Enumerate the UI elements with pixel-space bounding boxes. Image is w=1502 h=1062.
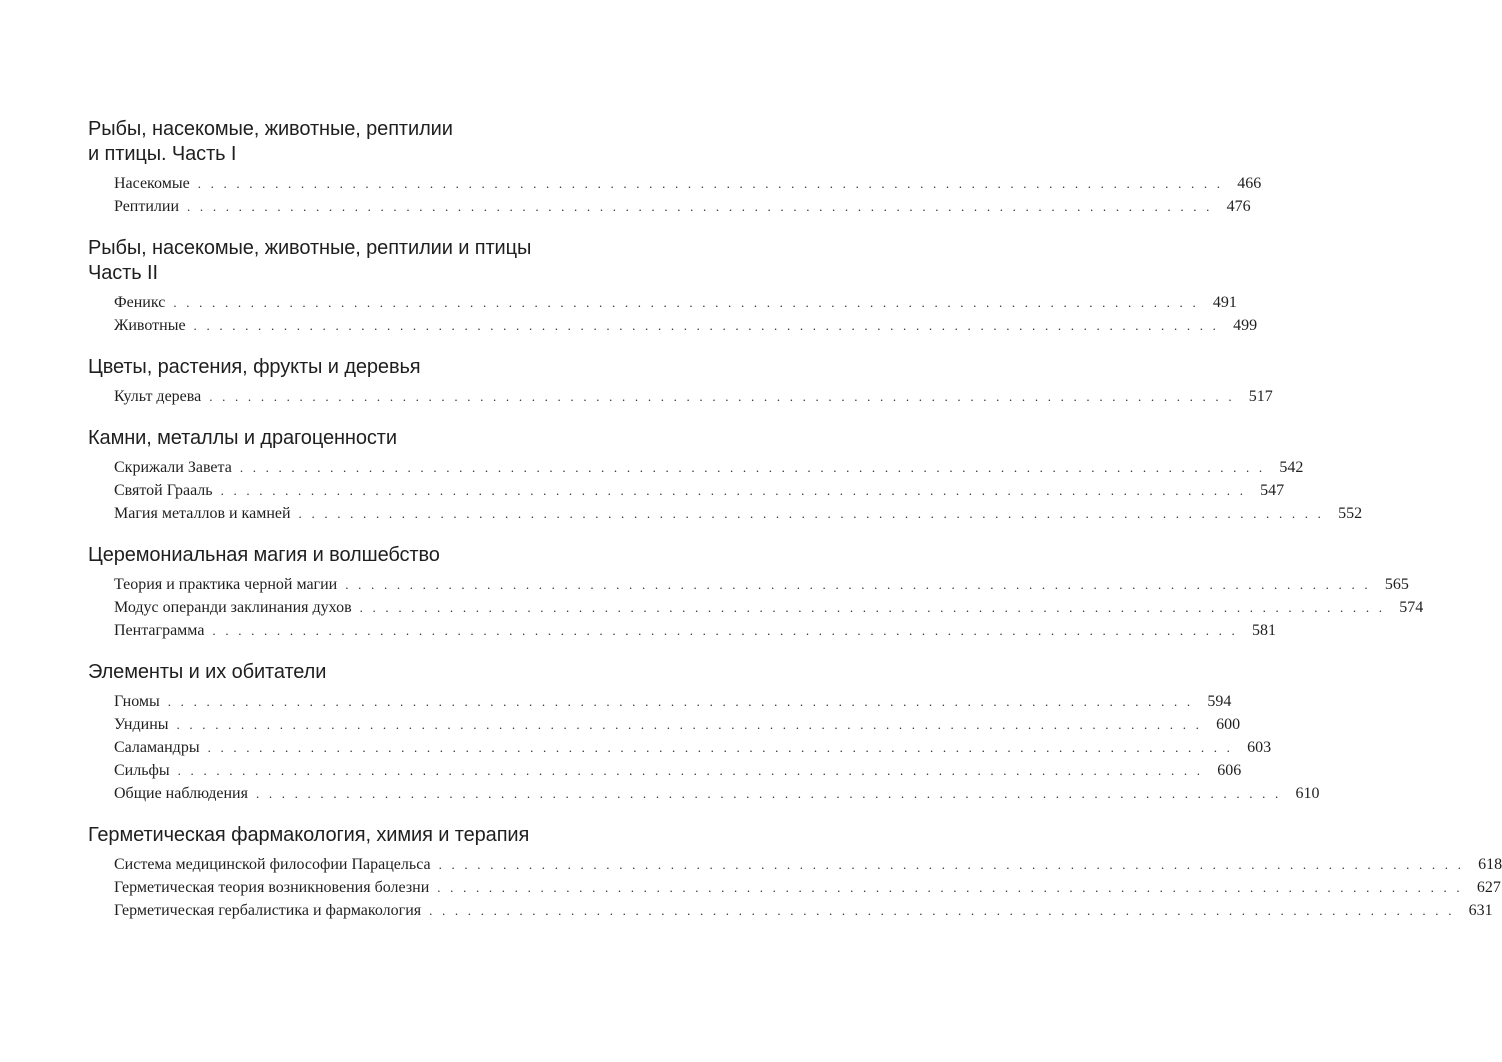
toc-section bbox=[88, 660, 1320, 805]
dot-leader: . . . . . . . . . . . . . . . . . . . . . . . . . . . . . . . . . . . . . . . . . . . . . . . . . . . . . . . . . . . . . . . . . . . . . . . . . . . . . . . . bbox=[345, 577, 1371, 592]
dot-leader: . . . . . . . . . . . . . . . . . . . . . . . . . . . . . . . . . . . . . . . . . . . . . . . . . . . . . . . . . . . . . . . . . . . . . . . . . . . . . . . . bbox=[359, 600, 1386, 615]
toc-entry[interactable] bbox=[88, 853, 1502, 876]
section-title bbox=[88, 543, 580, 568]
dot-leader: . . . . . . . . . . . . . . . . . . . . . . . . . . . . . . . . . . . . . . . . . . . . . . . . . . . . . . . . . . . . . . . . . . . . . . . . . . . . . . . . bbox=[173, 295, 1199, 310]
entry-label: Теория и практика черной магии bbox=[114, 576, 338, 593]
toc-section bbox=[88, 355, 1273, 408]
dot-leader: . . . . . . . . . . . . . . . . . . . . . . . . . . . . . . . . . . . . . . . . . . . . . . . . . . . . . . . . . . . . . . . . . . . . . . . . . . . . . . . . bbox=[209, 389, 1235, 404]
toc-entry[interactable] bbox=[88, 479, 1285, 502]
section-title bbox=[88, 236, 580, 286]
section-title-line: Часть II bbox=[88, 262, 158, 284]
entry-page-number: 600 bbox=[1216, 716, 1241, 733]
section-title bbox=[88, 117, 580, 167]
entry-label: Феникс bbox=[114, 294, 166, 311]
toc-section bbox=[88, 236, 1258, 337]
toc-entry[interactable] bbox=[88, 736, 1272, 759]
dot-leader: . . . . . . . . . . . . . . . . . . . . . . . . . . . . . . . . . . . . . . . . . . . . . . . . . . . . . . . . . . . . . . . . . . . . . . . . . . . . . . . . bbox=[429, 903, 1455, 918]
entry-page-number: 603 bbox=[1247, 739, 1272, 756]
toc-entry[interactable] bbox=[88, 759, 1242, 782]
section-title-line: Герметическая фармакология, химия и терапия bbox=[88, 824, 530, 846]
dot-leader: . . . . . . . . . . . . . . . . . . . . . . . . . . . . . . . . . . . . . . . . . . . . . . . . . . . . . . . . . . . . . . . . . . . . . . . . . . . . . . . . bbox=[167, 694, 1194, 709]
toc-entry[interactable] bbox=[88, 291, 1237, 314]
toc-entry[interactable] bbox=[88, 690, 1232, 713]
entry-page-number: 476 bbox=[1226, 198, 1251, 215]
toc-section bbox=[88, 823, 1502, 922]
entry-label: Рептилии bbox=[114, 198, 180, 215]
toc-entry[interactable] bbox=[88, 713, 1241, 736]
toc-entry[interactable] bbox=[88, 172, 1262, 195]
entry-label: Общие наблюдения bbox=[114, 785, 248, 802]
toc-entry[interactable] bbox=[88, 899, 1493, 922]
entry-page-number: 618 bbox=[1478, 856, 1502, 873]
section-title bbox=[88, 660, 580, 685]
dot-leader: . . . . . . . . . . . . . . . . . . . . . . . . . . . . . . . . . . . . . . . . . . . . . . . . . . . . . . . . . . . . . . . . . . . . . . . . . . . . . . . . bbox=[207, 740, 1234, 755]
toc-section bbox=[88, 426, 1363, 525]
dot-leader: . . . . . . . . . . . . . . . . . . . . . . . . . . . . . . . . . . . . . . . . . . . . . . . . . . . . . . . . . . . . . . . . . . . . . . . . . . . . . . . . bbox=[239, 460, 1266, 475]
entry-page-number: 542 bbox=[1279, 459, 1304, 476]
toc-section bbox=[88, 543, 1424, 642]
section-title-line: Церемониальная магия и волшебство bbox=[88, 544, 440, 566]
toc-entry[interactable] bbox=[88, 385, 1273, 408]
dot-leader: . . . . . . . . . . . . . . . . . . . . . . . . . . . . . . . . . . . . . . . . . . . . . . . . . . . . . . . . . . . . . . . . . . . . . . . . . . . . . . . . bbox=[255, 786, 1282, 801]
table-of-contents bbox=[88, 117, 1502, 940]
entry-label: Скрижали Завета bbox=[114, 459, 232, 476]
entry-label: Саламандры bbox=[114, 739, 200, 756]
entry-page-number: 517 bbox=[1248, 388, 1273, 405]
dot-leader: . . . . . . . . . . . . . . . . . . . . . . . . . . . . . . . . . . . . . . . . . . . . . . . . . . . . . . . . . . . . . . . . . . . . . . . . . . . . . . . . bbox=[298, 506, 1325, 521]
entry-page-number: 594 bbox=[1207, 693, 1232, 710]
toc-entry[interactable] bbox=[88, 573, 1409, 596]
entry-page-number: 499 bbox=[1233, 317, 1258, 334]
entry-label: Магия металлов и камней bbox=[114, 505, 291, 522]
section-title-line: Рыбы, насекомые, животные, рептилии и птицы bbox=[88, 237, 532, 259]
entry-label: Гномы bbox=[114, 693, 160, 710]
entry-label: Культ дерева bbox=[114, 388, 202, 405]
dot-leader: . . . . . . . . . . . . . . . . . . . . . . . . . . . . . . . . . . . . . . . . . . . . . . . . . . . . . . . . . . . . . . . . . . . . . . . . . . . . . . . . bbox=[438, 857, 1465, 872]
entry-label: Ундины bbox=[114, 716, 169, 733]
entry-label: Модус операнди заклинания духов bbox=[114, 599, 352, 616]
dot-leader: . . . . . . . . . . . . . . . . . . . . . . . . . . . . . . . . . . . . . . . . . . . . . . . . . . . . . . . . . . . . . . . . . . . . . . . . . . . . . . . . bbox=[197, 176, 1224, 191]
entry-label: Насекомые bbox=[114, 175, 190, 192]
entry-label: Герметическая теория возникновения болезни bbox=[114, 879, 430, 896]
section-title-line: Рыбы, насекомые, животные, рептилии bbox=[88, 118, 453, 140]
entry-page-number: 574 bbox=[1399, 599, 1424, 616]
entry-label: Сильфы bbox=[114, 762, 170, 779]
entry-page-number: 631 bbox=[1468, 902, 1493, 919]
dot-leader: . . . . . . . . . . . . . . . . . . . . . . . . . . . . . . . . . . . . . . . . . . . . . . . . . . . . . . . . . . . . . . . . . . . . . . . . . . . . . . . . bbox=[212, 623, 1238, 638]
entry-label: Пентаграмма bbox=[114, 622, 205, 639]
entry-label: Система медицинской философии Парацельса bbox=[114, 856, 431, 873]
entry-label: Святой Грааль bbox=[114, 482, 213, 499]
dot-leader: . . . . . . . . . . . . . . . . . . . . . . . . . . . . . . . . . . . . . . . . . . . . . . . . . . . . . . . . . . . . . . . . . . . . . . . . . . . . . . . . bbox=[437, 880, 1463, 895]
entry-page-number: 466 bbox=[1237, 175, 1262, 192]
section-title-line: Элементы и их обитатели bbox=[88, 661, 327, 683]
section-title-line: Камни, металлы и драгоценности bbox=[88, 427, 397, 449]
dot-leader: . . . . . . . . . . . . . . . . . . . . . . . . . . . . . . . . . . . . . . . . . . . . . . . . . . . . . . . . . . . . . . . . . . . . . . . . . . . . . . . . bbox=[177, 763, 1204, 778]
entry-label: Животные bbox=[114, 317, 186, 334]
toc-entry[interactable] bbox=[88, 195, 1251, 218]
dot-leader: . . . . . . . . . . . . . . . . . . . . . . . . . . . . . . . . . . . . . . . . . . . . . . . . . . . . . . . . . . . . . . . . . . . . . . . . . . . . . . . . bbox=[220, 483, 1247, 498]
toc-entry[interactable] bbox=[88, 314, 1258, 337]
section-title bbox=[88, 355, 580, 380]
entry-page-number: 491 bbox=[1212, 294, 1237, 311]
section-title-line: Цветы, растения, фрукты и деревья bbox=[88, 356, 421, 378]
section-title-line: и птицы. Часть I bbox=[88, 143, 237, 165]
section-title bbox=[88, 823, 580, 848]
entry-page-number: 565 bbox=[1384, 576, 1409, 593]
toc-entry[interactable] bbox=[88, 596, 1424, 619]
dot-leader: . . . . . . . . . . . . . . . . . . . . . . . . . . . . . . . . . . . . . . . . . . . . . . . . . . . . . . . . . . . . . . . . . . . . . . . . . . . . . . . . bbox=[187, 199, 1213, 214]
toc-section bbox=[88, 117, 1262, 218]
toc-entry[interactable] bbox=[88, 456, 1304, 479]
entry-page-number: 552 bbox=[1338, 505, 1363, 522]
toc-entry[interactable] bbox=[88, 782, 1320, 805]
entry-page-number: 627 bbox=[1476, 879, 1501, 896]
entry-page-number: 581 bbox=[1251, 622, 1276, 639]
dot-leader: . . . . . . . . . . . . . . . . . . . . . . . . . . . . . . . . . . . . . . . . . . . . . . . . . . . . . . . . . . . . . . . . . . . . . . . . . . . . . . . . bbox=[176, 717, 1203, 732]
dot-leader: . . . . . . . . . . . . . . . . . . . . . . . . . . . . . . . . . . . . . . . . . . . . . . . . . . . . . . . . . . . . . . . . . . . . . . . . . . . . . . . . bbox=[193, 318, 1220, 333]
entry-page-number: 606 bbox=[1217, 762, 1242, 779]
section-title bbox=[88, 426, 580, 451]
entry-page-number: 610 bbox=[1295, 785, 1320, 802]
toc-entry[interactable] bbox=[88, 502, 1363, 525]
toc-entry[interactable] bbox=[88, 619, 1276, 642]
entry-page-number: 547 bbox=[1260, 482, 1285, 499]
toc-entry[interactable] bbox=[88, 876, 1501, 899]
entry-label: Герметическая гербалистика и фармакология bbox=[114, 902, 422, 919]
